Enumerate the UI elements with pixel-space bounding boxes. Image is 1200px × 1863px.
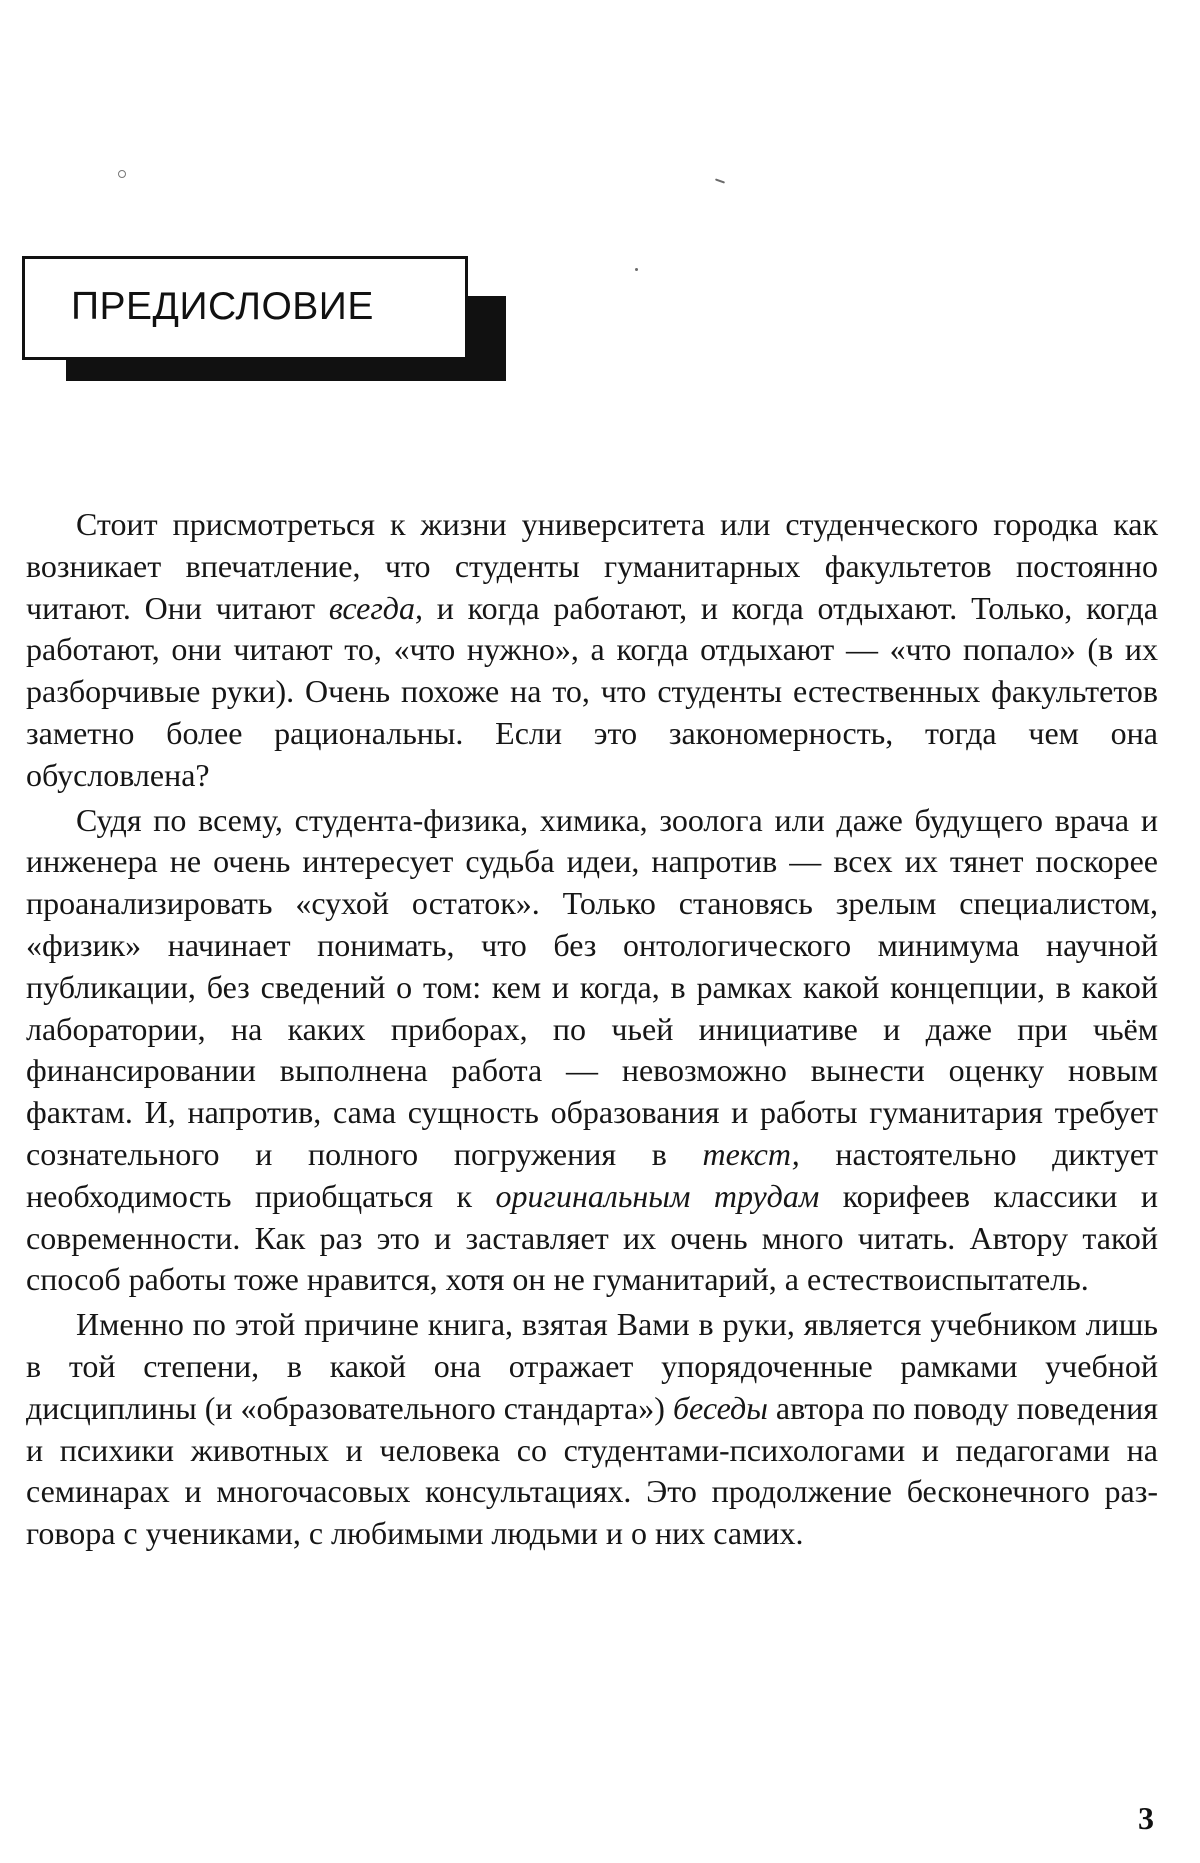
text-run: корифеев классики и современности. Как раз это и заставляет их очень много читать. Автору такой способ работы тоже нравится, хотя он не гуманитарий, а естествоиспытатель. (26, 1177, 1159, 1298)
scan-speck (715, 178, 725, 183)
text-run: и когда работают, и когда отдыхают. Только, когда работают, они читают то, «что нужно», а когда отдыхают — «что попало» (в их разборчивые руки). Очень похоже на то, что студенты естественных факультетов заметно более рациональны. Если это закономерность, тогда чем она обусловлена? (26, 589, 1159, 793)
heading-frame (22, 256, 468, 360)
italic-run: текст, (702, 1135, 800, 1172)
paragraph (26, 504, 1158, 797)
text-run: Именно по этой причине книга, взятая Вами в руки, является учебником лишь в той степени, в какой она отражает упорядоченные рамками учебной дисциплины (и «образовательного стандарта») (26, 1306, 1158, 1426)
body-text (26, 504, 1158, 1558)
text-run: настоятельно диктует необходимость приобщаться к (26, 1135, 1159, 1214)
italic-run: всегда, (328, 589, 423, 626)
italic-run: оригинальным трудам (495, 1177, 820, 1214)
paragraph (26, 800, 1158, 1302)
chapter-heading-box (22, 256, 472, 366)
italic-run: беседы (672, 1389, 768, 1426)
text-run: автора по поводу поведения и психики животных и человека со студентами-психологами и педагогами на семинарах и многочасовых консультациях. Это продолжение бесконечного разговора с учениками, с любимыми людьми и о них самих. (26, 1389, 1158, 1552)
text-run: Судя по всему, студента-физика, химика, зоолога или даже будущего врача и инженера не очень интересует судьба идеи, напротив — всех их тянет поскорее проанализировать «сухой остаток». Только становясь зрелым специалистом, «физик» начинает понимать, что без онтологического минимума научной публикации, без сведений о том: кем и когда, в рамках какой концепции, в какой лаборатории, на каких приборах, по чьей инициативе и даже при чьём финансировании выполнена работа — невозможно вынести оценку новым фактам. И, напротив, сама сущность образования и работы гуманитария требует сознательного и полного погружения в (26, 801, 1158, 1172)
paragraph (26, 1304, 1158, 1555)
scan-speck (635, 268, 638, 271)
page-number: 3 (1138, 1800, 1154, 1836)
scan-speck (118, 170, 126, 178)
chapter-title: ПРЕДИСЛОВИЕ (71, 285, 374, 328)
text-run: Стоит присмотреться к жизни университета или студенческого городка как возникает впечатление, что студенты гуманитарных факультетов постоянно читают. Они читают (26, 506, 1158, 626)
